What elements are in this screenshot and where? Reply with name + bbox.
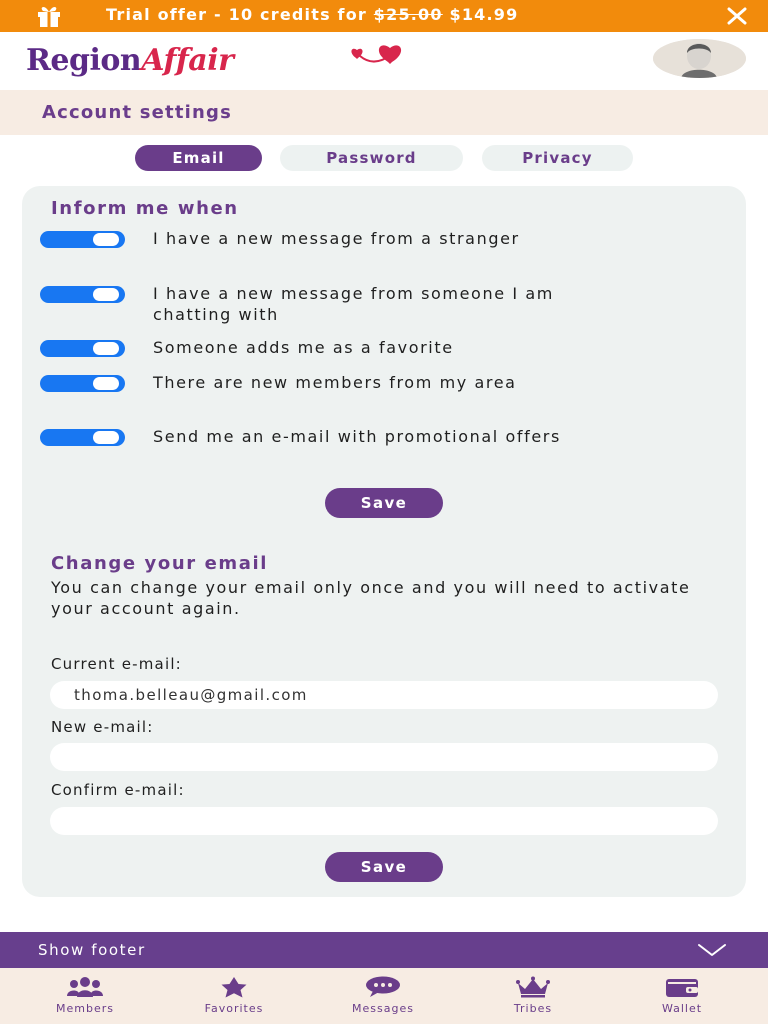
hearts-icon — [346, 40, 418, 68]
nav-label: Members — [56, 1002, 114, 1015]
avatar[interactable] — [653, 39, 746, 78]
toggle-label: There are new members from my area — [153, 373, 517, 392]
chevron-down-icon — [697, 943, 727, 957]
nav-wallet[interactable] — [617, 968, 747, 1024]
nav-messages[interactable] — [318, 968, 448, 1024]
show-footer-bar[interactable] — [0, 932, 768, 968]
tab-privacy[interactable]: Privacy — [482, 145, 633, 171]
confirm-email-field[interactable] — [50, 807, 718, 835]
close-icon[interactable] — [726, 7, 748, 25]
promo-text: Trial offer - 10 credits for $25.00 $14.99 — [106, 5, 519, 24]
toggle-label: I have a new message from someone I am chatting with — [153, 284, 554, 324]
toggle-new-members[interactable] — [40, 375, 125, 392]
toggle-label: Someone adds me as a favorite — [153, 338, 454, 357]
toggle-knob — [93, 233, 119, 246]
save-notifications-button[interactable]: Save — [325, 488, 443, 518]
nav-label: Favorites — [204, 1002, 264, 1015]
toggle-stranger-message[interactable] — [40, 231, 125, 248]
crown-icon — [513, 976, 553, 998]
new-email-field[interactable] — [50, 743, 718, 771]
user-avatar-icon — [653, 39, 746, 78]
site-header — [0, 32, 768, 90]
page-title: Account settings — [42, 102, 233, 123]
toggle-chat-message[interactable] — [40, 286, 125, 303]
new-price: $14.99 — [442, 5, 519, 24]
nav-label: Wallet — [661, 1002, 703, 1015]
change-email-description: You can change your email only once and you will need to activate your account again. — [51, 578, 691, 618]
tab-password[interactable]: Password — [280, 145, 463, 171]
current-email-label: Current e-mail: — [51, 655, 182, 673]
chat-icon — [363, 976, 403, 998]
confirm-email-label: Confirm e-mail: — [51, 781, 185, 799]
toggle-knob — [93, 342, 119, 355]
nav-label: Messages — [352, 1002, 414, 1015]
tab-email[interactable]: Email — [135, 145, 262, 171]
settings-header — [0, 90, 768, 135]
old-price: $25.00 — [373, 5, 443, 24]
gift-icon — [36, 4, 62, 28]
toggle-favorite[interactable] — [40, 340, 125, 357]
save-email-button[interactable]: Save — [325, 852, 443, 882]
star-icon — [214, 976, 254, 998]
promo-bar[interactable] — [0, 0, 768, 32]
nav-tribes[interactable] — [468, 968, 598, 1024]
toggle-knob — [93, 288, 119, 301]
inform-title: Inform me when — [51, 198, 239, 219]
toggle-promotional[interactable] — [40, 429, 125, 446]
new-email-label: New e-mail: — [51, 718, 154, 736]
logo[interactable]: Region Affair — [26, 40, 233, 80]
toggle-label: Send me an e-mail with promotional offers — [153, 427, 561, 446]
settings-card — [22, 186, 746, 897]
change-email-title: Change your email — [51, 553, 269, 574]
toggle-label: I have a new message from a stranger — [153, 229, 520, 248]
wallet-icon — [662, 976, 702, 998]
toggle-knob — [93, 431, 119, 444]
nav-members[interactable] — [20, 968, 150, 1024]
members-icon — [65, 976, 105, 998]
bottom-nav — [0, 968, 768, 1024]
current-email-field[interactable] — [50, 681, 718, 709]
toggle-knob — [93, 377, 119, 390]
nav-favorites[interactable] — [169, 968, 299, 1024]
nav-label: Tribes — [513, 1002, 553, 1015]
show-footer-label: Show footer — [38, 941, 146, 959]
